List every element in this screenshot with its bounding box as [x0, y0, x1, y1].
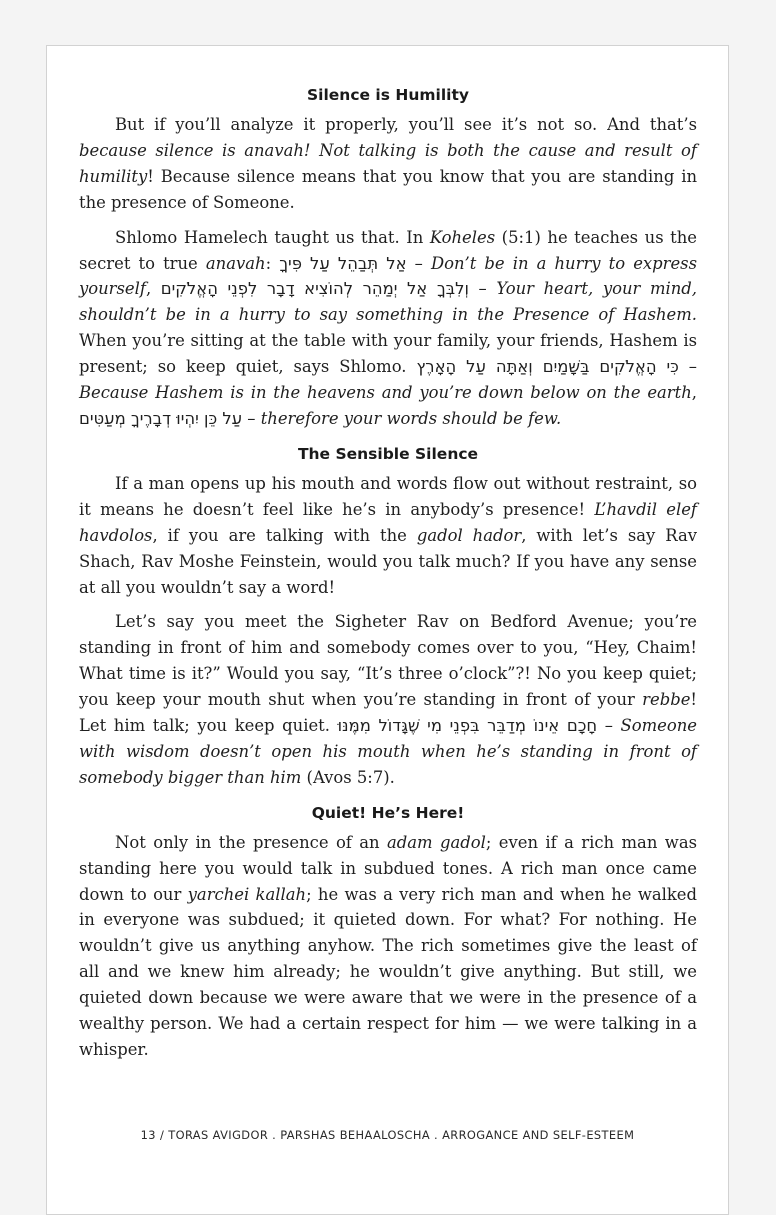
italic-text: anavah: [205, 253, 266, 273]
section: [79, 82, 697, 432]
text-run: Not only in the presence of an: [115, 832, 388, 852]
paragraph: [79, 830, 697, 1063]
paragraph: [79, 225, 697, 432]
text-run: ! Because silence means that you know that you are standing in the presence of Someone.: [79, 166, 697, 212]
section-heading: The Sensible Silence: [297, 444, 479, 463]
italic-text: rebbe: [642, 690, 691, 710]
text-run: –: [597, 716, 621, 736]
hebrew-quote: אַל תְּבַהֵל עַל פִּיךָ: [279, 253, 407, 273]
hebrew-quote: חָכָם אֵינוֹ מְדַבֵּר בִּפְנֵי מִי שֶׁגָּדוֹל מִמֶּנּוּ: [337, 716, 598, 736]
italic-text: Because Hashem is in the heavens and you’re down below on the earth: [79, 383, 692, 403]
italic-text: therefore your words should be few.: [260, 408, 562, 428]
italic-text: yarchei kallah: [187, 884, 307, 904]
paragraph: [79, 112, 697, 216]
text-run: :: [265, 253, 280, 273]
text-run: Shlomo Hamelech taught us that. In: [115, 227, 430, 247]
hebrew-quote: עַל כֵּן יִהְיוּ דְבָרֶיךָ מְעַטִּים: [79, 408, 243, 428]
text-run: When you’re sitting at the table with your family, your friends, Hashem is present; so keep quiet, says Shlomo.: [79, 331, 697, 377]
text-run: (5:1) he teaches us the secret to true: [79, 227, 697, 273]
paragraph: [79, 471, 697, 601]
italic-text: L’havdil elef havdolos: [79, 499, 697, 545]
text-run: (Avos 5:7).: [301, 767, 395, 787]
page-footer: 13 / TORAS AVIGDOR . PARSHAS BEHAALOSCHA . ARROGANCE AND SELF-ESTEEM: [140, 1128, 635, 1142]
section-heading: Silence is Humility: [307, 86, 469, 104]
italic-text: because silence is anavah! Not talking is both the cause and result of humility: [79, 140, 697, 186]
text-run: Let’s say you meet the Sigheter Rav on Bedford Avenue; you’re standing in front of him and somebody comes over to you, “Hey, Chaim! What time is it?” Would you say, “It’s three o’clock”?! No you keep quiet; you keep your mouth shut when you’re standing in front of your: [79, 612, 697, 710]
italic-text: Someone with wisdom doesn’t open his mouth when he’s standing in front of somebody bigger than him: [79, 716, 697, 787]
text-run: –: [468, 279, 497, 299]
text-run: ,: [691, 383, 697, 403]
text-run: ,: [145, 279, 161, 299]
section: [79, 800, 697, 1063]
hebrew-quote: כִּי הָאֱלֹקִים בַּשָּׁמַיִם וְאַתָּה עַל הָאָרֶץ: [416, 357, 679, 377]
text-run: If a man opens up his mouth and words flow out without restraint, so it means he doesn’t feel like he’s in anybody’s presence!: [79, 473, 697, 519]
hebrew-quote: וְלִבְּךָ אַל יְמַהֵר לְהוֹצִיא דָבָר לִפְנֵי הָאֱלֹקִים: [160, 279, 469, 299]
italic-text: adam gadol: [387, 832, 486, 852]
italic-text: gadol hador: [416, 525, 522, 545]
text-run: ; even if a rich man was standing here you would talk in subdued tones. A rich man once came down to our: [79, 832, 697, 904]
text-run: , if you are talking with the: [152, 525, 417, 545]
text-run: –: [406, 253, 431, 273]
section: [79, 441, 697, 791]
italic-text: Your heart, your mind, shouldn’t be in a hurry to say something in the Presence of Hashem.: [79, 279, 697, 325]
paragraph: [79, 609, 697, 790]
text-run: But if you’ll analyze it properly, you’ll see it’s not so. And that’s: [115, 115, 697, 134]
text-run: ; he was a very rich man and when he walked in everyone was subdued; it quieted down. For what? For nothing. He wouldn’t give us anything anyhow. The rich sometimes give the least of all and we knew him already; he wouldn’t give anything. But still, we quieted down because we were aware that we were in the presence of a wealthy person. We had a certain respect for him — we were talking in a whisper.: [79, 884, 697, 1059]
text-run: , with let’s say Rav Shach, Rav Moshe Feinstein, would you talk much? If you have any sense at all you wouldn’t say a word!: [79, 525, 698, 597]
text-run: –: [678, 357, 698, 377]
text-run: –: [242, 408, 261, 428]
text-run: ! Let him talk; you keep quiet.: [79, 690, 697, 736]
italic-text: Koheles: [429, 227, 496, 247]
italic-text: Don’t be in a hurry to express yourself: [79, 253, 698, 299]
section-heading: Quiet! He’s Here!: [311, 803, 465, 822]
document-page: [46, 45, 729, 1215]
page-body: [79, 82, 697, 1072]
